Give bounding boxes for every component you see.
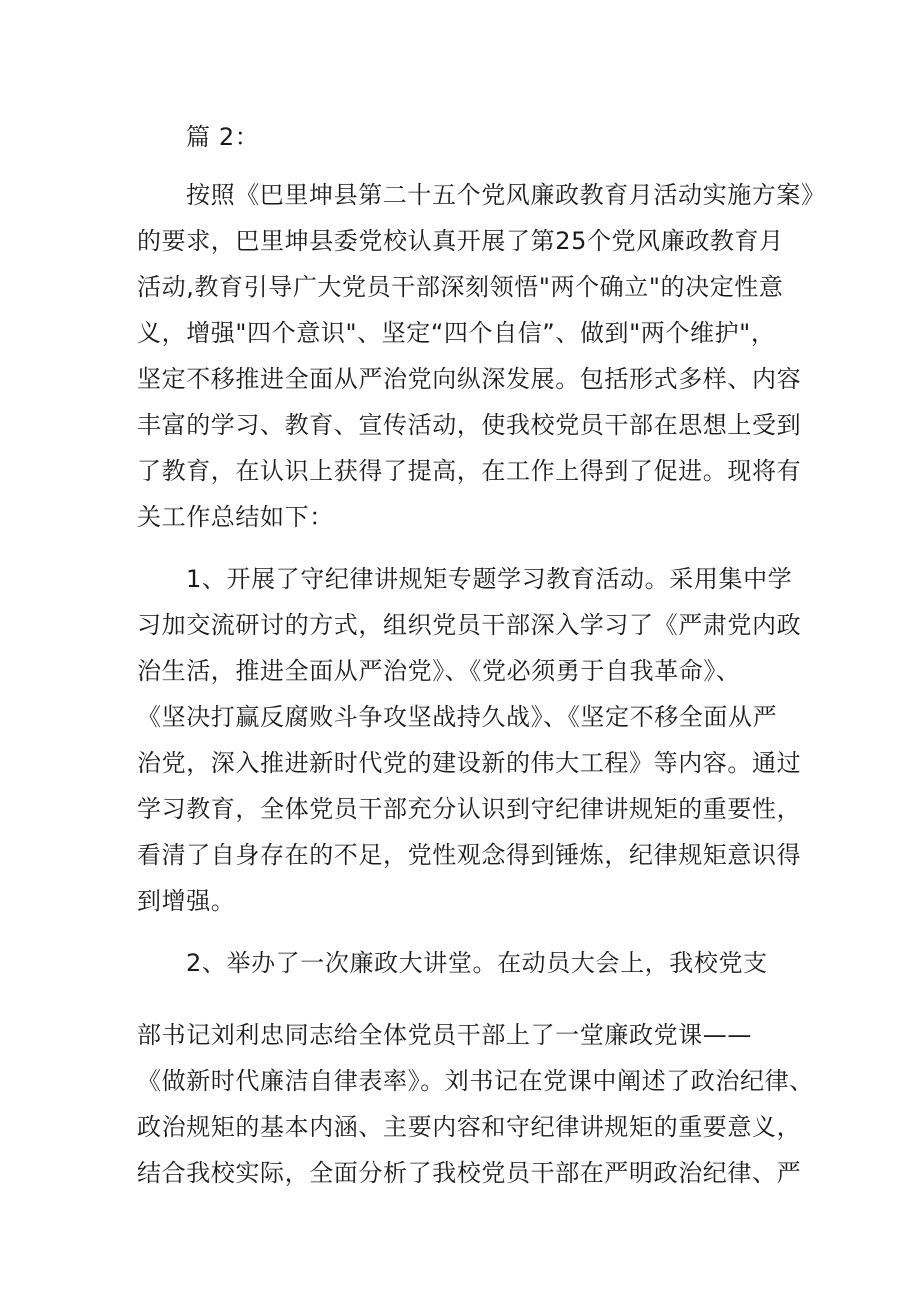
paragraph-line: 看清了自身存在的不足，党性观念得到锤炼，纪律规矩意识得 — [137, 841, 802, 869]
paragraph-line: 按照《巴里坤县第二十五个党风廉政教育月活动实施方案》 — [186, 181, 826, 209]
paragraph-line: 的要求，巴里坤县委党校认真开展了第25个党风廉政教育月 — [137, 227, 784, 255]
paragraph-line: 2、举办了一次廉政大讲堂。在动员大会上，我校党支 — [186, 949, 768, 977]
paragraph-line: 义，增强"四个意识"、坚定“四个自信”、做到"两个维护"， — [137, 319, 776, 347]
paragraph-line: 丰富的学习、教育、宣传活动，使我校党员干部在思想上受到 — [137, 411, 802, 439]
section-heading: 篇 2： — [186, 123, 260, 151]
paragraph-line: 结合我校实际，全面分析了我校党员干部在严明政治纪律、严 — [137, 1159, 802, 1187]
paragraph-line: 治党，深入推进新时代党的建设新的伟大工程》等内容。通过 — [137, 749, 802, 777]
paragraph-line: 关工作总结如下： — [137, 503, 334, 531]
paragraph-line: 《做新时代廉洁自律表率》。刘书记在党课中阐述了政治纪律、 — [137, 1067, 814, 1095]
paragraph-line: 活动,教育引导广大党员干部深刻领悟"两个确立"的决定性意 — [137, 273, 784, 301]
paragraph-line: 部书记刘利忠同志给全体党员干部上了一堂廉政党课—— — [137, 1021, 752, 1049]
paragraph-line: 《坚决打赢反腐败斗争攻坚战持久战》、《坚定不移全面从严 — [137, 703, 778, 731]
paragraph-line: 到增强。 — [137, 887, 236, 915]
paragraph-line: 治生活，推进全面从严治党》、《党必须勇于自我革命》、 — [137, 657, 741, 685]
paragraph-line: 政治规矩的基本内涵、主要内容和守纪律讲规矩的重要意义， — [137, 1113, 802, 1141]
paragraph-line: 坚定不移推进全面从严治党向纵深发展。包括形式多样、内容 — [137, 365, 802, 393]
paragraph-line: 学习教育，全体党员干部充分认识到守纪律讲规矩的重要性， — [137, 795, 802, 823]
paragraph-line: 习加交流研讨的方式，组织党员干部深入学习了《严肃党内政 — [137, 611, 802, 639]
paragraph-line: 了教育，在认识上获得了提高，在工作上得到了促进。现将有 — [137, 457, 802, 485]
paragraph-line: 1、开展了守纪律讲规矩专题学习教育活动。采用集中学 — [186, 565, 793, 593]
